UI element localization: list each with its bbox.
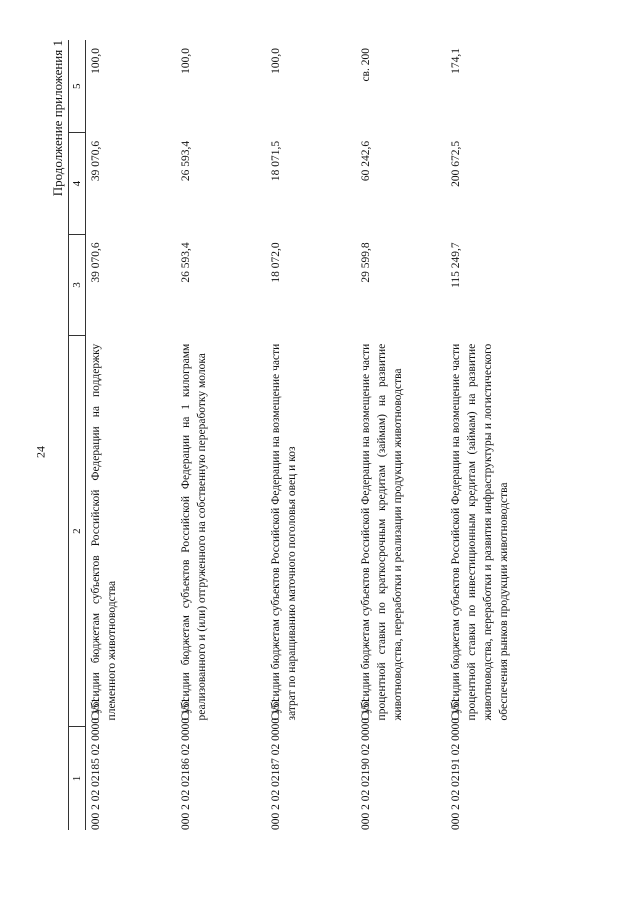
table-row — [446, 40, 562, 830]
row-col3: 115 249,7 — [449, 242, 462, 288]
row-code: 000 2 02 02186 02 0000 151 — [179, 697, 192, 830]
row-name: Субсидии бюджетам субъектов Российской Федерации на возмещение части затрат по наращиванию маточного поголовья овец и коз — [269, 343, 298, 721]
row-col4: 200 672,5 — [449, 140, 462, 187]
row-col3: 18 072,0 — [269, 242, 282, 283]
header-col-1: 1 — [69, 726, 86, 830]
row-col5: св. 200 — [359, 48, 372, 82]
table-row — [86, 40, 176, 830]
header-col-4: 4 — [69, 133, 86, 234]
row-col4: 39 070,6 — [90, 140, 102, 182]
subsidy-table — [68, 40, 562, 830]
table-header-row — [69, 40, 86, 830]
table-row — [266, 40, 356, 830]
row-col5: 174,1 — [449, 48, 462, 74]
row-col4: 60 242,6 — [359, 140, 372, 182]
row-code: 000 2 02 02185 02 0000 151 — [90, 697, 102, 830]
rotated-page-content — [50, 40, 580, 830]
row-col4: 18 071,5 — [269, 140, 282, 182]
row-col5: 100,0 — [90, 48, 102, 74]
header-col-3: 3 — [69, 234, 86, 335]
row-code: 000 2 02 02190 02 0000 151 — [359, 697, 372, 830]
row-col5: 100,0 — [179, 48, 192, 74]
continuation-caption: Продолжение приложения 1 — [50, 40, 65, 197]
header-col-2: 2 — [69, 336, 86, 727]
row-col5: 100,0 — [269, 48, 282, 74]
row-col3: 29 599,8 — [359, 242, 372, 283]
table-row — [176, 40, 266, 830]
row-col3: 26 593,4 — [179, 242, 192, 283]
row-code: 000 2 02 02187 02 0000 151 — [269, 697, 282, 830]
row-name: Субсидии бюджетам субъектов Российской Федерации на поддержку племенного животноводства — [90, 343, 118, 721]
row-col4: 26 593,4 — [179, 140, 192, 182]
row-name: Субсидии бюджетам субъектов Российской Федерации на 1 килограмм реализованного и (или) отгруженного на собственную переработку молока — [179, 343, 208, 721]
row-code: 000 2 02 02191 02 0000 151 — [449, 697, 462, 830]
header-col-5: 5 — [69, 40, 86, 133]
row-col3: 39 070,6 — [90, 242, 102, 283]
row-name: Субсидии бюджетам субъектов Российской Федерации на возмещение части процентной ставки по краткосрочным кредитам (займам) на развитие животноводства, переработки и реализации продукции животноводства — [359, 343, 404, 721]
page-number: 24 — [33, 446, 48, 458]
table-row — [356, 40, 446, 830]
row-name: Субсидии бюджетам субъектов Российской Федерации на возмещение части процентной ставки по инвестиционным кредитам (займам) на развитие животноводства, переработки и развития инфраструктуры и логистического обеспечения рынков продукции животноводства — [449, 343, 510, 721]
